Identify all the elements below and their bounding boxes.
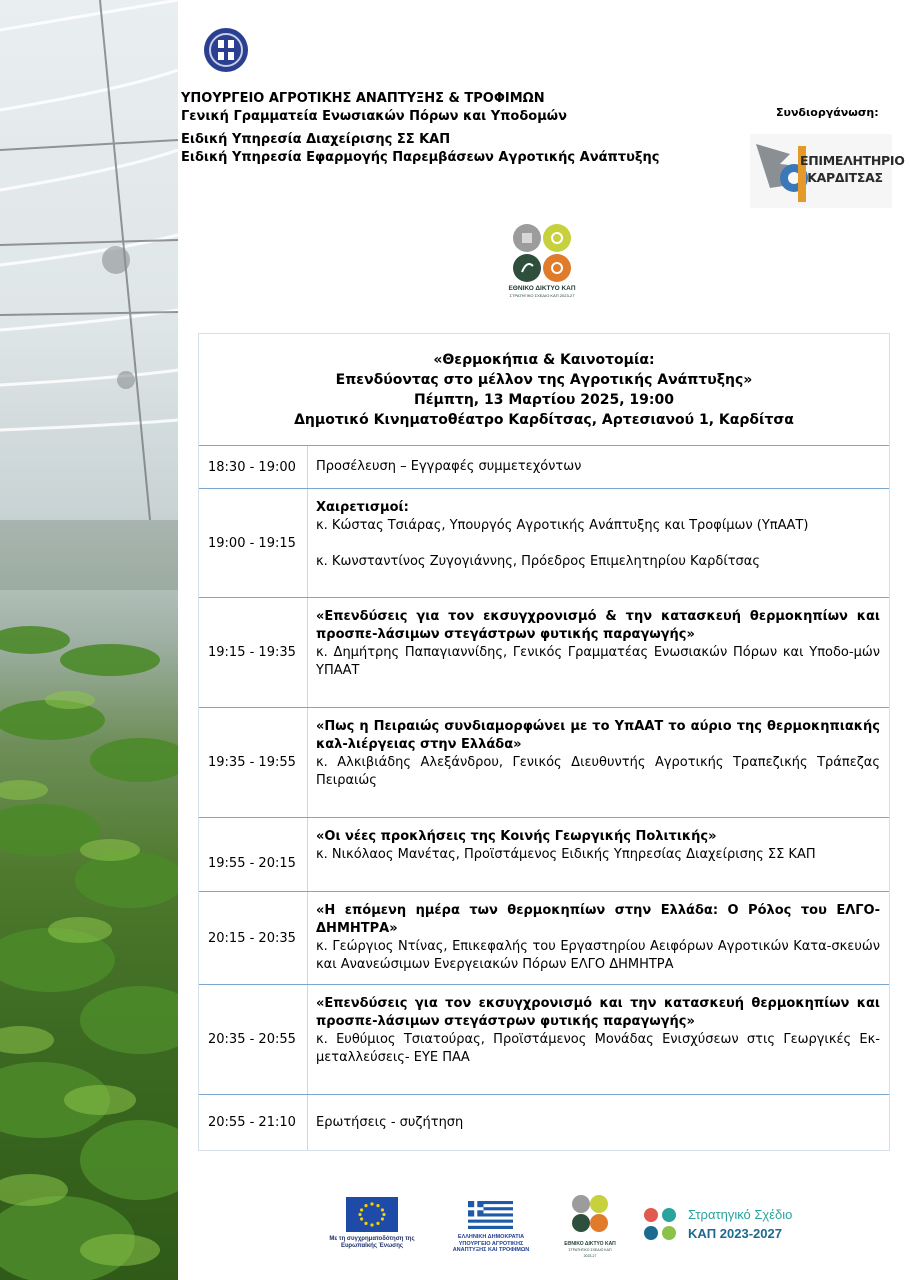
- special-service-implementation: Ειδική Υπηρεσία Εφαρμογής Παρεμβάσεων Αγροτικής Ανάπτυξης: [181, 149, 660, 165]
- agenda-row: [199, 598, 889, 708]
- chamber-name: ΕΠΙΜΕΛΗΤΗΡΙΟ ΚΑΡΔΙΤΣΑΣ: [800, 153, 905, 185]
- co-organizer-label: Συνδιοργάνωση:: [776, 106, 879, 119]
- agenda-time: 19:35 - 19:55: [199, 708, 308, 817]
- agenda-speaker: κ. Δημήτρης Παπαγιαννίδης, Γενικός Γραμματέας Ενωσιακών Πόρων και Υποδο-μών ΥΠΑΑΤ: [316, 645, 880, 678]
- agenda-time: 20:35 - 20:55: [199, 985, 308, 1094]
- agenda-time: 20:55 - 21:10: [199, 1095, 308, 1150]
- cap-network-logo-text: ΕΘΝΙΚΟ ΔΙΚΤΥΟ ΚΑΠ ΣΤΡΑΤΗΓΙΚΟ ΣΧΕΔΙΟ ΚΑΠ 2023-27: [508, 285, 576, 298]
- agenda-speaker: κ. Κωνσταντίνος Ζυγογιάννης, Πρόεδρος Επιμελητηρίου Καρδίτσας: [316, 554, 760, 569]
- agenda-description: [308, 708, 889, 817]
- agenda-item-title: «Επενδύσεις για τον εκσυγχρονισμό και την κατασκευή θερμοκηπίων και προσπε-λάσιμων στεγάστρων φυτικής παραγωγής»: [316, 996, 880, 1029]
- agenda-row: [199, 1095, 889, 1150]
- event-title-line2: Επενδύοντας στο μέλλον της Αγροτικής Ανάπτυξης»: [335, 372, 753, 388]
- special-service-management: Ειδική Υπηρεσία Διαχείρισης ΣΣ ΚΑΠ: [181, 132, 451, 147]
- agenda-item-title: Χαιρετισμοί:: [316, 500, 409, 515]
- agenda-item-title: «Οι νέες προκλήσεις της Κοινής Γεωργικής Πολιτικής»: [316, 829, 717, 844]
- eu-cofunding-text: Με τη συγχρηματοδότηση της Ευρωπαϊκής Ένωσης: [329, 1236, 415, 1249]
- general-secretariat: Γενική Γραμματεία Ενωσιακών Πόρων και Υποδομών: [181, 108, 567, 124]
- agenda-description: [308, 985, 889, 1094]
- agenda-row: [199, 892, 889, 985]
- ministry-block: [181, 90, 660, 166]
- agenda-item-title: «Η επόμενη ημέρα των θερμοκηπίων στην Ελλάδα: Ο Ρόλος του ΕΛΓΟ-ΔΗΜΗΤΡΑ»: [316, 903, 880, 936]
- event-header: [199, 334, 889, 446]
- agenda-item-title: «Επενδύσεις για τον εκσυγχρονισμό & την κατασκευή θερμοκηπίων και προσπε-λάσιμων στεγάστρων φυτικής παραγωγής»: [316, 609, 880, 642]
- agenda-speaker: κ. Κώστας Τσιάρας, Υπουργός Αγροτικής Ανάπτυξης και Τροφίμων (ΥπΑΑΤ): [316, 518, 809, 533]
- agenda-time: 19:55 - 20:15: [199, 818, 308, 891]
- cap-network-footer-text: ΕΘΝΙΚΟ ΔΙΚΤΥΟ ΚΑΠ ΣΤΡΑΤΗΓΙΚΟ ΣΧΕΔΙΟ ΚΑΠ 2023-27: [564, 1241, 616, 1258]
- agenda-description: Ερωτήσεις - συζήτηση: [316, 1114, 464, 1130]
- agenda-speaker: κ. Αλκιβιάδης Αλεξάνδρου, Γενικός Διευθυντής Αγροτικής Τραπεζικής Τράπεζας Πειραιώς: [316, 755, 880, 788]
- agenda-description: [308, 892, 889, 984]
- agenda-speaker: κ. Νικόλαος Μανέτας, Προϊστάμενος Ειδικής Υπηρεσίας Διαχείρισης ΣΣ ΚΑΠ: [316, 847, 816, 862]
- hellenic-ministry-text: ΕΛΛΗΝΙΚΗ ΔΗΜΟΚΡΑΤΙΑ ΥΠΟΥΡΓΕΙΟ ΑΓΡΟΤΙΚΗΣ ΑΝΑΠΤΥΞΗΣ ΚΑΙ ΤΡΟΦΙΜΩΝ: [452, 1234, 530, 1253]
- greek-emblem-icon: [203, 27, 249, 73]
- agenda-row: [199, 489, 889, 598]
- agenda-row: [199, 818, 889, 892]
- cap-network-footer-logo-icon: [569, 1193, 611, 1245]
- agenda-item-title: «Πως η Πειραιώς συνδιαμορφώνει με το ΥπΑΑΤ το αύριο της θερμοκηπιακής καλ-λιέργειας στην Ελλάδα»: [316, 719, 880, 752]
- agenda-speaker: κ. Γεώργιος Ντίνας, Επικεφαλής του Εργαστηρίου Αειφόρων Αγροτικών Κατα-σκευών και Ανανεώσιμων Ενεργειακών Πόρων ΕΛΓΟ ΔΗΜΗΤΡΑ: [316, 939, 880, 972]
- agenda-row: [199, 446, 889, 489]
- agenda-time: 18:30 - 19:00: [199, 446, 308, 488]
- cap-strategic-plan-logo-icon: [642, 1207, 678, 1241]
- greenhouse-photo: [0, 0, 178, 1280]
- event-title-line1: «Θερμοκήπια & Καινοτομία:: [433, 352, 655, 368]
- cap-period: ΚΑΠ 2023-2027: [688, 1226, 782, 1241]
- agenda-description: [308, 818, 889, 891]
- agenda-table: [198, 333, 890, 1151]
- cap-strategic-plan-title: Στρατηγικό Σχέδιο: [688, 1207, 793, 1222]
- event-venue: Δημοτικό Κινηματοθέατρο Καρδίτσας, Αρτεσιανού 1, Καρδίτσα: [294, 412, 794, 428]
- event-date: Πέμπτη, 13 Μαρτίου 2025, 19:00: [414, 392, 674, 408]
- agenda-speaker: κ. Ευθύμιος Τσιατούρας, Προϊστάμενος Μονάδας Ενισχύσεων στις Γεωργικές Εκ-μεταλλεύσεις- ΕΥΕ ΠΑΑ: [316, 1032, 880, 1065]
- greek-flag-icon: [468, 1201, 513, 1229]
- agenda-row: [199, 708, 889, 818]
- agenda-description: Προσέλευση – Εγγραφές συμμετεχόντων: [316, 459, 582, 474]
- ministry-name: ΥΠΟΥΡΓΕΙΟ ΑΓΡΟΤΙΚΗΣ ΑΝΑΠΤΥΞΗΣ & ΤΡΟΦΙΜΩΝ: [181, 91, 545, 106]
- agenda-description: [308, 489, 889, 597]
- agenda-time: 19:15 - 19:35: [199, 598, 308, 707]
- agenda-time: 19:00 - 19:15: [199, 489, 308, 597]
- agenda-time: 20:15 - 20:35: [199, 892, 308, 984]
- agenda-description: [308, 598, 889, 707]
- agenda-row: [199, 985, 889, 1095]
- eu-flag-icon: [346, 1197, 398, 1232]
